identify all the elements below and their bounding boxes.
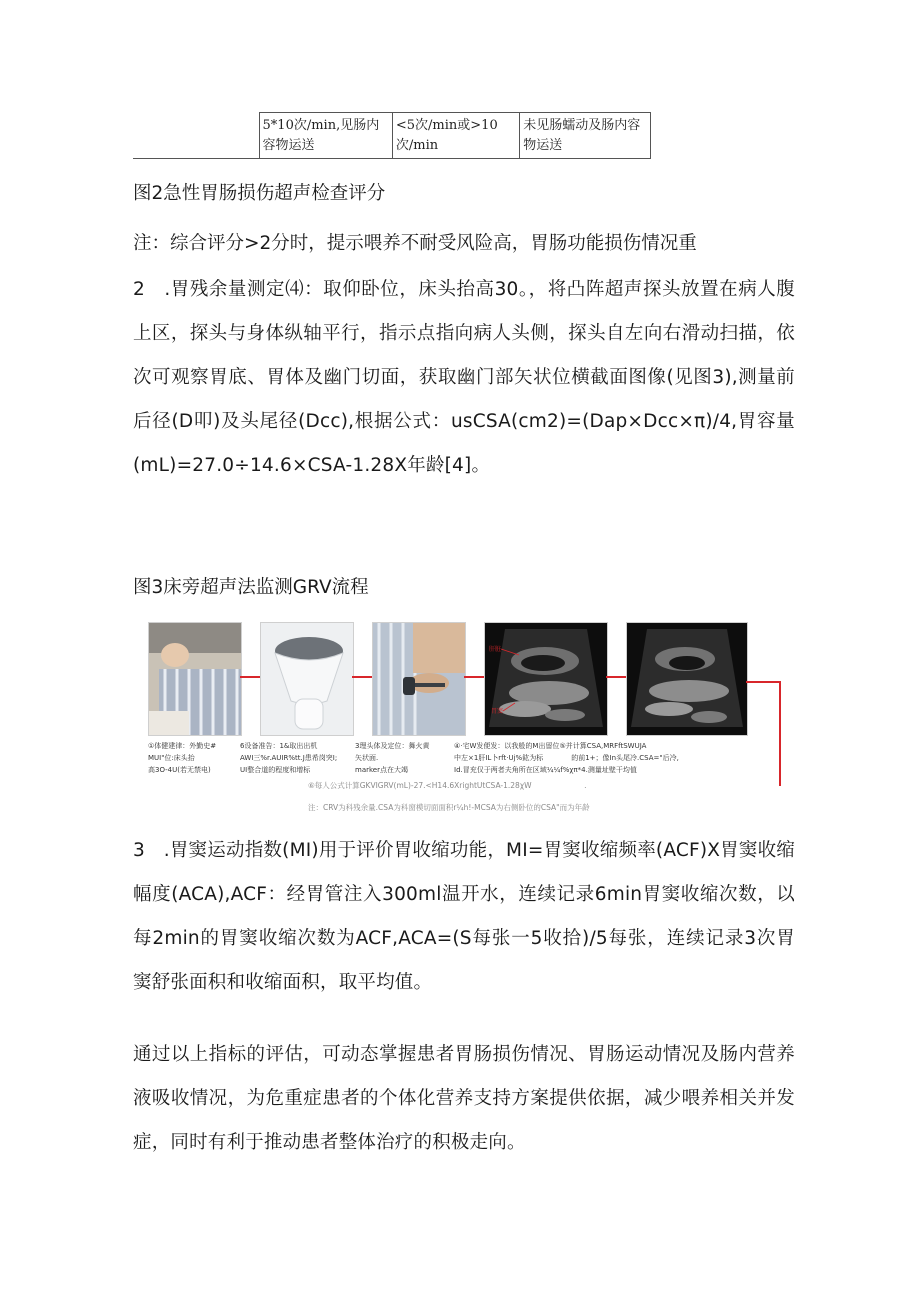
step-1-text: ①体健建律：外勤史# MUI"位:床头抬 高3O-4U(若无禁电) bbox=[148, 742, 217, 774]
table-cell: <5次/min或>10次/min bbox=[392, 113, 519, 159]
table-row bbox=[133, 113, 651, 159]
figure-2-caption: 图2急性胃肠损伤超声检查评分 bbox=[133, 183, 386, 204]
paragraph-summary: 通过以上指标的评估，可动态掌握患者胃肠损伤情况、胃肠运动情况及肠内营养液吸收情况，为危重症患者的个体化营养支持方案提供依据，减少喂养相关并发症，同时有利于推动患者整体治疗的积极走向。 bbox=[133, 1044, 795, 1153]
paragraph-antral-motility: 3 .胃窦运动指数(MI)用于评价胃收缩功能，MI=胃窦收缩频率(ACF)X胃窦收缩幅度(ACA),ACF：经胃管注入300ml温开水，连续记录6min胃窦收缩次数，以每2min的胃窦收缩次数为ACF,ACA=(S每张一5收拾)/5每张，连续记录3次胃窦舒张面积和收缩面积，取平均值。 bbox=[133, 840, 795, 993]
arrow-right-icon bbox=[240, 672, 260, 682]
ultrasound-probe-photo bbox=[260, 622, 354, 736]
step-4-text: ④·宅W发便发：以我般的M出留位⑤并计算CSA,MRFftSWUJA 中左×1肝IL卜rft·Uj%鈜为标 的前1+；像In头尾冷.CSA="后冷, Id.冒充仅于两者夫角所在区域¼¼f%χπ*4.测量址壁干均值 bbox=[454, 742, 679, 774]
arrow-right-icon bbox=[606, 672, 626, 682]
gi-injury-score-table bbox=[133, 112, 651, 159]
ultrasound-image-measurement bbox=[626, 622, 748, 736]
scanning-abdomen-photo bbox=[372, 622, 466, 736]
ultrasound-label: 胃窦 bbox=[491, 708, 504, 715]
grv-workflow-figure bbox=[148, 622, 784, 822]
ultrasound-image-labeled bbox=[484, 622, 608, 736]
figure-formula: ⑥每人公式计算GKVIGRV(mL)-27.<H14.6XrightUtCSA-1.28χW . bbox=[308, 781, 587, 790]
score-note: 注：综合评分>2分时，提示喂养不耐受风险高，胃肠功能损伤情况重 bbox=[133, 233, 697, 254]
step-2-text: 6设备准告：1&取出出机 AWI三%r.AUIR%tt.J患希岗突I; UI整合道的程度和增标 bbox=[240, 742, 338, 774]
table-cell: 未见肠蠕动及肠内容物运送 bbox=[520, 113, 651, 159]
figure-3-caption: 图3床旁超声法监测GRV流程 bbox=[133, 577, 369, 598]
table-cell bbox=[133, 113, 259, 159]
figure-note: 注：CRV为科残余量.CSA为科窗模切面面积r¼h!-MCSA为右侧卧位的CSA"而为年龄 bbox=[308, 803, 590, 812]
patient-position-photo bbox=[148, 622, 242, 736]
table-cell: 5*10次/min,见肠内容物运送 bbox=[259, 113, 392, 159]
arrow-right-icon bbox=[352, 672, 372, 682]
paragraph-grv-measurement: 2 .胃残余量测定⑷：取仰卧位，床头抬高30。，将凸阵超声探头放置在病人腹上区，探头与身体纵轴平行，指示点指向病人头侧，探头自左向右滑动扫描，依次可观察胃底、胃体及幽门切面，获取幽门部矢状位横截面图像(见图3),测量前后径(D叩)及头尾径(Dcc),根据公式：usCSA(cm2)=(Dap×Dcc×π)/4,胃容量(mL)=27.0÷14.6×CSA-1.28X年龄[4]。 bbox=[133, 279, 795, 476]
step-3-text: 3理头体及定位：舞火黄 矢状面. marker点在大竭 bbox=[355, 742, 430, 774]
ultrasound-label: 肝脏 bbox=[489, 646, 502, 653]
arrow-right-icon bbox=[464, 672, 484, 682]
